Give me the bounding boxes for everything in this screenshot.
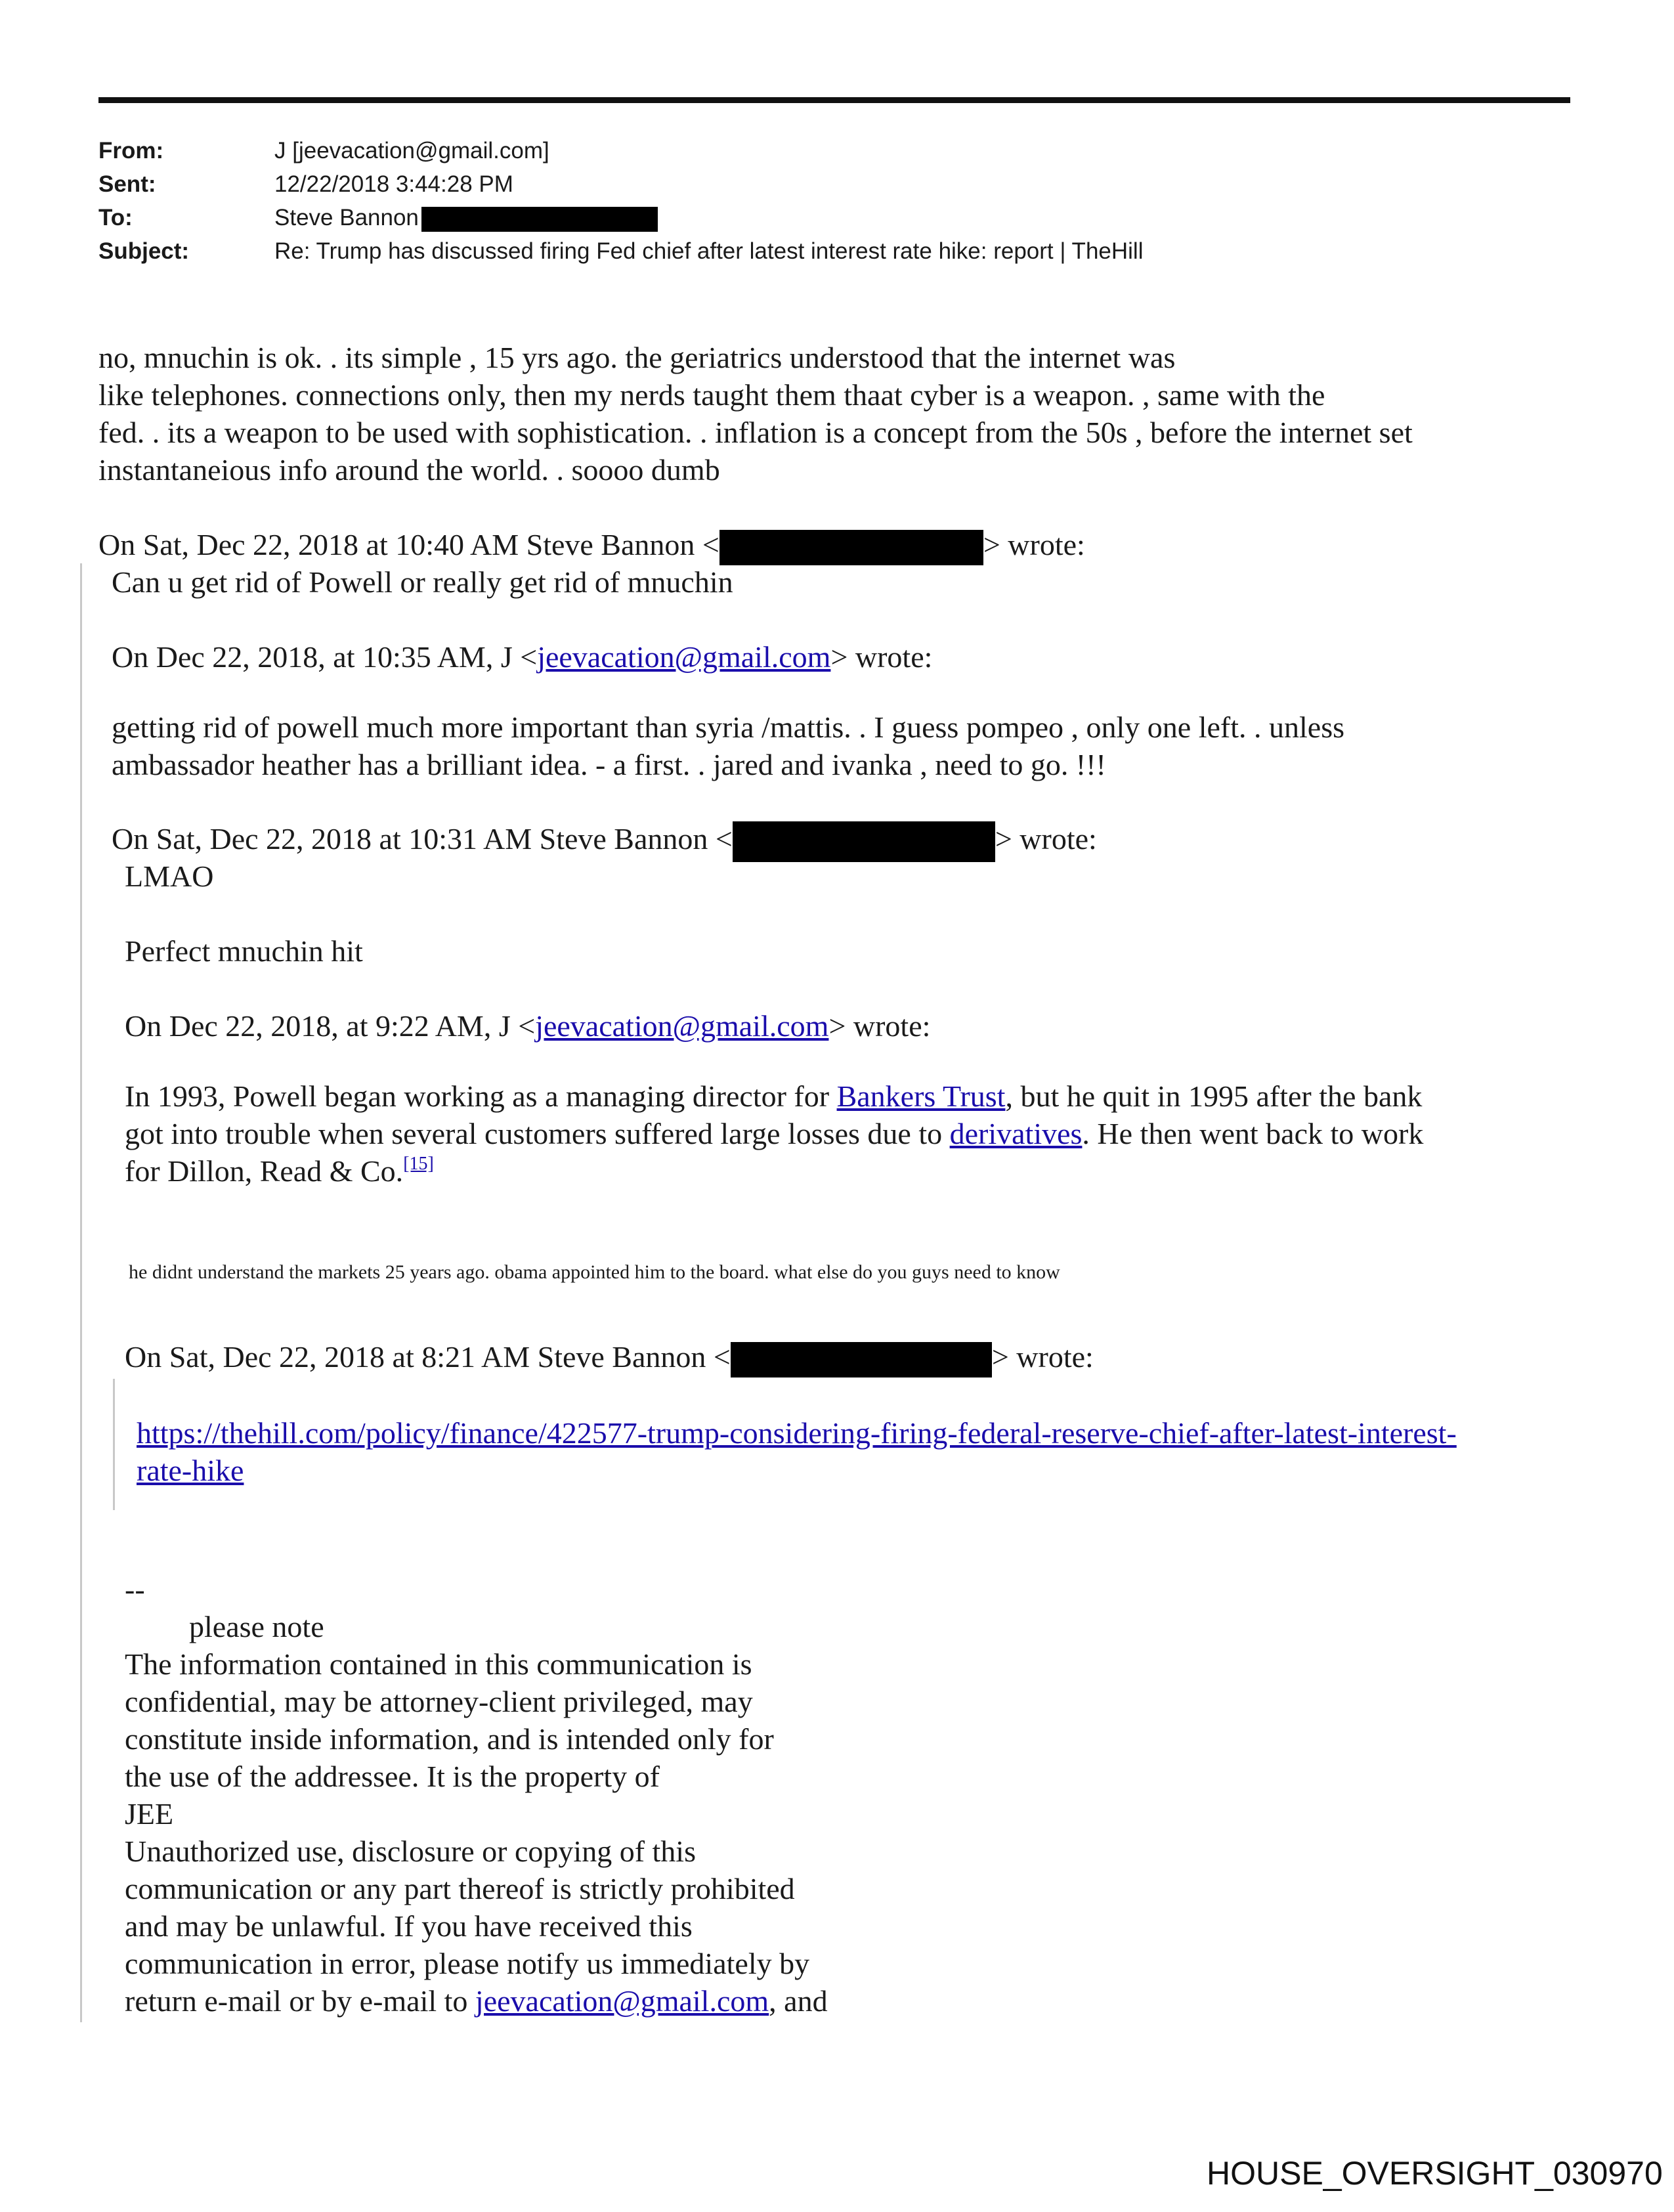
to-value: Steve Bannon — [274, 205, 419, 230]
quote5-url-line-2 — [137, 1452, 244, 1489]
quote1-attribution-suffix: > wrote: — [983, 528, 1085, 561]
quote-bar — [113, 1379, 115, 1510]
quote2-line-1: getting rid of powell much more important than syria /mattis. . I guess pompeo , only one left. . unless — [112, 710, 1345, 744]
to-value-wrap — [274, 202, 658, 234]
signature-last-prefix: return e-mail or by e-mail to — [125, 1984, 475, 2018]
signature-last-suffix: , and — [769, 1984, 828, 2018]
signature-line-9: communication in error, please notify us immediately by — [125, 1947, 810, 1980]
quote5-attribution — [125, 1338, 1094, 1377]
redaction-box — [421, 207, 658, 232]
email-link[interactable]: jeevacation@gmail.com — [535, 1009, 829, 1043]
quote4-text: , but he quit in 1995 after the bank — [1005, 1079, 1423, 1113]
sent-label: Sent: — [98, 171, 156, 197]
email-link[interactable]: jeevacation@gmail.com — [475, 1984, 769, 2018]
signature-line-1: The information contained in this communication is — [125, 1647, 752, 1681]
quote3-attribution — [112, 820, 1097, 862]
signature-line-7: communication or any part thereof is strictly prohibited — [125, 1872, 795, 1905]
signature-line-6: Unauthorized use, disclosure or copying of this — [125, 1834, 696, 1868]
quote5-attribution-prefix: On Sat, Dec 22, 2018 at 8:21 AM Steve Bannon < — [125, 1340, 731, 1374]
signature-line-5: JEE — [125, 1797, 174, 1831]
footnote-link[interactable]: [15] — [403, 1154, 434, 1174]
quote4-text: for Dillon, Read & Co. — [125, 1154, 404, 1188]
redaction-box — [733, 821, 995, 862]
bates-number: HOUSE_OVERSIGHT_030970 — [1207, 2155, 1663, 2192]
bankers-trust-link[interactable]: Bankers Trust — [836, 1079, 1006, 1113]
to-label: To: — [98, 205, 133, 230]
quote3-attribution-prefix: On Sat, Dec 22, 2018 at 10:31 AM Steve Bannon < — [112, 822, 733, 856]
signature-line-4: the use of the addressee. It is the property of — [125, 1760, 660, 1793]
quote5-attribution-suffix: > wrote: — [991, 1340, 1094, 1374]
quote-bar — [80, 563, 82, 2022]
quote3-line-1: LMAO — [125, 859, 214, 893]
quote4-comment: he didnt understand the markets 25 years ago. obama appointed him to the board. what else do you guys need to know — [129, 1261, 1060, 1283]
signature-line-10 — [125, 1982, 828, 2020]
quote4-para-line-3 — [125, 1152, 434, 1190]
header-rule — [98, 97, 1570, 103]
signature-line-3: constitute inside information, and is intended only for — [125, 1722, 774, 1756]
redaction-box — [719, 530, 983, 565]
redaction-box — [731, 1342, 992, 1377]
quote5-url-line-1 — [137, 1414, 1457, 1452]
quote4-para-line-1 — [125, 1077, 1422, 1115]
quote4-para-line-2 — [125, 1115, 1423, 1152]
sent-value: 12/22/2018 3:44:28 PM — [274, 171, 513, 197]
quote2-line-2: ambassador heather has a brilliant idea. - a first. . jared and ivanka , need to go. !!! — [112, 748, 1106, 781]
quote1-attribution-prefix: On Sat, Dec 22, 2018 at 10:40 AM Steve Bannon < — [98, 528, 719, 561]
thehill-article-link[interactable]: https://thehill.com/policy/finance/422577-trump-considering-firing-federal-reserve-chief-after-latest-interest- — [137, 1416, 1457, 1450]
quote1-attribution — [98, 526, 1085, 565]
quote4-text: got into trouble when several customers suffered large losses due to — [125, 1117, 950, 1150]
quote2-attribution — [112, 638, 932, 676]
quote4-attribution-prefix: On Dec 22, 2018, at 9:22 AM, J < — [125, 1009, 536, 1043]
derivatives-link[interactable]: derivatives — [949, 1117, 1083, 1150]
email-link[interactable]: jeevacation@gmail.com — [537, 640, 831, 674]
quote4-attribution — [125, 1007, 930, 1045]
signature-please-note: please note — [189, 1610, 324, 1643]
body-line-1: no, mnuchin is ok. . its simple , 15 yrs ago. the geriatrics understood that the internet was — [98, 341, 1176, 374]
signature-line-8: and may be unlawful. If you have received this — [125, 1909, 693, 1943]
body-line-3: fed. . its a weapon to be used with sophistication. . inflation is a concept from the 50s , before the internet set — [98, 416, 1413, 449]
quote4-text: . He then went back to work — [1082, 1117, 1424, 1150]
from-value: J [jeevacation@gmail.com] — [274, 138, 549, 163]
subject-label: Subject: — [98, 238, 190, 264]
thehill-article-link[interactable]: rate-hike — [137, 1454, 244, 1487]
signature-line-2: confidential, may be attorney-client privileged, may — [125, 1685, 753, 1718]
from-label: From: — [98, 138, 164, 163]
quote2-attribution-prefix: On Dec 22, 2018, at 10:35 AM, J < — [112, 640, 538, 674]
body-line-2: like telephones. connections only, then my nerds taught them thaat cyber is a weapon. , same with the — [98, 378, 1325, 412]
quote1-text: Can u get rid of Powell or really get rid of mnuchin — [112, 565, 733, 599]
quote3-line-2: Perfect mnuchin hit — [125, 934, 363, 968]
body-line-4: instantaneious info around the world. . soooo dumb — [98, 453, 720, 487]
subject-value: Re: Trump has discussed firing Fed chief after latest interest rate hike: report | TheHill — [274, 238, 1144, 264]
quote4-text: In 1993, Powell began working as a managing director for — [125, 1079, 837, 1113]
quote3-attribution-suffix: > wrote: — [995, 822, 1097, 856]
quote4-attribution-suffix: > wrote: — [828, 1009, 931, 1043]
signature-dashes: -- — [125, 1572, 145, 1606]
quote2-attribution-suffix: > wrote: — [830, 640, 933, 674]
